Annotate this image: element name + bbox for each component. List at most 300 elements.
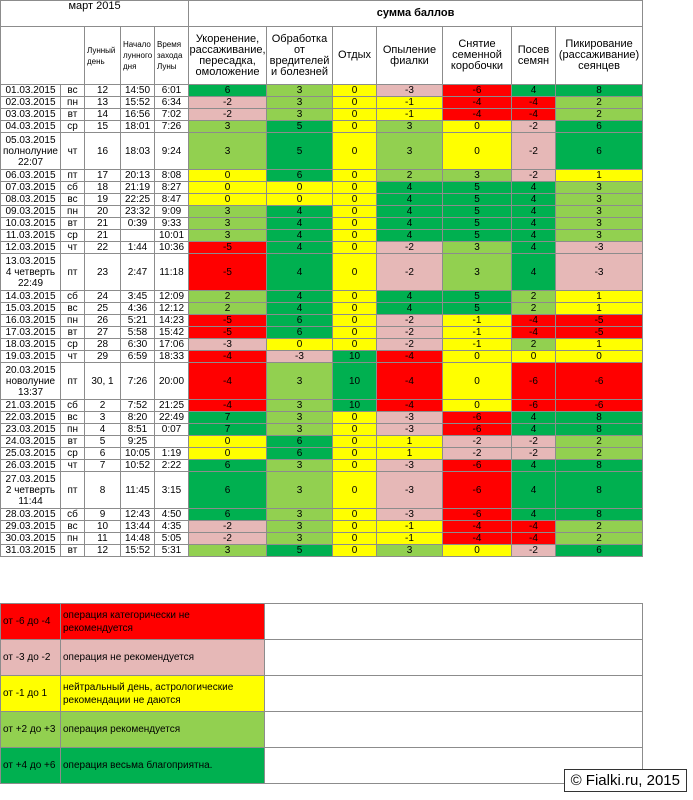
moon-phase-note: 4 четверть 22:49 [5, 266, 56, 289]
score-cell: -5 [189, 327, 267, 339]
date-text: 17.03.2015 [5, 327, 56, 338]
score-cell: 3 [189, 133, 267, 170]
date-cell [1, 291, 61, 303]
score-cell: -2 [443, 448, 512, 460]
score-cell: 3 [267, 412, 333, 424]
weekday-cell: вс [61, 303, 85, 315]
score-cell: 0 [333, 315, 377, 327]
score-cell: 0 [267, 339, 333, 351]
table-row [1, 85, 643, 97]
lunar-day-cell: 25 [85, 303, 121, 315]
score-cell: -6 [443, 460, 512, 472]
moonset-cell: 10:36 [155, 242, 189, 254]
score-cell: 3 [189, 121, 267, 133]
score-cell: 6 [556, 545, 643, 557]
moonrise-cell: 8:51 [121, 424, 155, 436]
lunar-day-cell: 12 [85, 545, 121, 557]
score-cell: 2 [556, 521, 643, 533]
score-cell: -4 [443, 97, 512, 109]
moonset-cell: 7:02 [155, 109, 189, 121]
score-cell: 1 [556, 303, 643, 315]
score-cell: 4 [267, 242, 333, 254]
weekday-cell: ср [61, 448, 85, 460]
date-text: 16.03.2015 [5, 315, 56, 326]
score-cell: 0 [333, 545, 377, 557]
sheet-title: март 2015 [1, 1, 189, 27]
lunar-day-cell: 21 [85, 230, 121, 242]
score-cell: 3 [189, 545, 267, 557]
score-cell: 10 [333, 363, 377, 400]
score-cell: 6 [267, 327, 333, 339]
moon-phase-note: полнолуние 22:07 [3, 145, 58, 168]
table-row [1, 448, 643, 460]
score-cell: -1 [443, 327, 512, 339]
date-cell [1, 545, 61, 557]
legend-range: от -1 до 1 [1, 676, 61, 712]
score-cell: 4 [512, 424, 556, 436]
moonrise-cell [121, 230, 155, 242]
moonrise-cell: 1:44 [121, 242, 155, 254]
score-cell: 2 [512, 303, 556, 315]
score-cell: 6 [189, 472, 267, 509]
weekday-cell: чт [61, 351, 85, 363]
score-cell: -4 [443, 533, 512, 545]
moonrise-cell: 3:45 [121, 291, 155, 303]
legend-text: операция весьма благоприятна. [61, 748, 265, 784]
score-cell: 0 [333, 339, 377, 351]
score-cell: 4 [267, 303, 333, 315]
score-cell: 3 [267, 533, 333, 545]
weekday-cell: пт [61, 472, 85, 509]
score-cell: 4 [377, 218, 443, 230]
date-text: 31.03.2015 [5, 545, 56, 556]
date-text: 27.03.2015 [5, 473, 56, 485]
header-blank [1, 27, 85, 85]
lunar-day-cell: 14 [85, 109, 121, 121]
score-cell: 5 [443, 291, 512, 303]
score-cell: 4 [512, 218, 556, 230]
moonrise-cell: 22:25 [121, 194, 155, 206]
moonset-cell: 5:05 [155, 533, 189, 545]
score-cell: 8 [556, 85, 643, 97]
lunar-day-cell: 20 [85, 206, 121, 218]
score-cell: 4 [377, 230, 443, 242]
table-row [1, 436, 643, 448]
date-text: 29.03.2015 [5, 521, 56, 532]
table-row [1, 230, 643, 242]
score-cell: 0 [333, 254, 377, 291]
lunar-day-cell: 9 [85, 509, 121, 521]
score-cell: -3 [556, 242, 643, 254]
lunar-day-cell: 10 [85, 521, 121, 533]
score-cell: 0 [556, 351, 643, 363]
weekday-cell: вс [61, 85, 85, 97]
score-cell: -4 [377, 400, 443, 412]
score-cell: -4 [512, 327, 556, 339]
score-cell: 2 [556, 109, 643, 121]
date-text: 30.03.2015 [5, 533, 56, 544]
score-cell: 5 [267, 133, 333, 170]
score-cell: 3 [556, 230, 643, 242]
score-cell: 3 [267, 97, 333, 109]
weekday-cell: вс [61, 194, 85, 206]
score-cell: -4 [512, 521, 556, 533]
date-cell [1, 327, 61, 339]
weekday-cell: чт [61, 242, 85, 254]
score-cell: 2 [512, 291, 556, 303]
score-cell: -2 [189, 533, 267, 545]
score-cell: 3 [189, 206, 267, 218]
lunar-day-cell: 24 [85, 291, 121, 303]
moonset-cell: 9:33 [155, 218, 189, 230]
score-cell: 0 [333, 230, 377, 242]
lunar-day-cell: 22 [85, 242, 121, 254]
score-cell: 5 [267, 545, 333, 557]
score-cell: -4 [189, 400, 267, 412]
score-cell: 0 [333, 472, 377, 509]
weekday-cell: сб [61, 291, 85, 303]
score-cell: -2 [189, 97, 267, 109]
date-cell [1, 254, 61, 291]
lunar-day-cell: 21 [85, 218, 121, 230]
date-cell [1, 424, 61, 436]
date-text: 14.03.2015 [5, 291, 56, 302]
legend-empty [265, 640, 643, 676]
score-cell: -4 [512, 533, 556, 545]
lunar-day-cell: 16 [85, 133, 121, 170]
weekday-cell: ср [61, 339, 85, 351]
weekday-cell: вт [61, 436, 85, 448]
date-cell [1, 339, 61, 351]
weekday-cell: чт [61, 460, 85, 472]
date-text: 09.03.2015 [5, 206, 56, 217]
score-cell: -2 [377, 339, 443, 351]
lunar-day-cell: 8 [85, 472, 121, 509]
moonset-cell: 8:08 [155, 170, 189, 182]
score-cell: 3 [443, 254, 512, 291]
table-row [1, 351, 643, 363]
score-cell: 4 [267, 206, 333, 218]
table-row [1, 97, 643, 109]
score-cell: 4 [377, 194, 443, 206]
table-row [1, 327, 643, 339]
date-text: 26.03.2015 [5, 460, 56, 471]
moonrise-cell: 4:36 [121, 303, 155, 315]
legend-range: от -3 до -2 [1, 640, 61, 676]
score-cell: 2 [556, 97, 643, 109]
score-cell: 5 [267, 121, 333, 133]
score-cell: 5 [443, 218, 512, 230]
table-row [1, 218, 643, 230]
lunar-day-cell: 11 [85, 533, 121, 545]
date-text: 22.03.2015 [5, 412, 56, 423]
date-cell [1, 472, 61, 509]
score-cell: -2 [512, 448, 556, 460]
score-cell: -3 [189, 339, 267, 351]
moonrise-cell: 2:47 [121, 254, 155, 291]
lunar-day-cell: 28 [85, 339, 121, 351]
moonset-cell: 20:00 [155, 363, 189, 400]
score-cell: 0 [333, 303, 377, 315]
score-cell: 0 [333, 170, 377, 182]
lunar-day-cell: 6 [85, 448, 121, 460]
moonset-cell: 11:18 [155, 254, 189, 291]
date-text: 19.03.2015 [5, 351, 56, 362]
date-cell [1, 133, 61, 170]
moonrise-cell: 13:44 [121, 521, 155, 533]
lunar-day-cell: 29 [85, 351, 121, 363]
date-cell [1, 85, 61, 97]
score-cell: 0 [333, 436, 377, 448]
score-cell: -6 [556, 363, 643, 400]
score-cell: -6 [443, 472, 512, 509]
score-cell: -4 [443, 521, 512, 533]
score-cell: 4 [512, 460, 556, 472]
score-cell: 0 [267, 182, 333, 194]
score-cell: 3 [267, 85, 333, 97]
legend-row [1, 712, 643, 748]
legend-text: операция рекомендуется [61, 712, 265, 748]
date-text: 11.03.2015 [5, 230, 56, 241]
score-cell: 2 [556, 436, 643, 448]
table-row [1, 182, 643, 194]
date-cell [1, 230, 61, 242]
score-cell: 3 [556, 206, 643, 218]
score-cell: 0 [443, 363, 512, 400]
legend-range: от +2 до +3 [1, 712, 61, 748]
score-cell: -2 [512, 121, 556, 133]
score-cell: -3 [377, 424, 443, 436]
score-cell: -4 [512, 109, 556, 121]
moonset-cell: 9:09 [155, 206, 189, 218]
legend-text: операция категорически не рекомендуется [61, 604, 265, 640]
score-cell: 8 [556, 472, 643, 509]
score-cell: 6 [189, 460, 267, 472]
weekday-cell: сб [61, 182, 85, 194]
moonset-cell: 8:27 [155, 182, 189, 194]
score-cell: 0 [443, 400, 512, 412]
moonset-cell: 12:09 [155, 291, 189, 303]
date-cell [1, 436, 61, 448]
score-cell: 3 [267, 363, 333, 400]
date-cell [1, 97, 61, 109]
date-text: 28.03.2015 [5, 509, 56, 520]
legend-row [1, 676, 643, 712]
moonset-cell: 6:34 [155, 97, 189, 109]
moonrise-cell: 5:21 [121, 315, 155, 327]
lunar-day-cell: 2 [85, 400, 121, 412]
score-cell: 4 [377, 303, 443, 315]
score-cell: 0 [333, 509, 377, 521]
score-cell: -4 [512, 97, 556, 109]
weekday-cell: вс [61, 521, 85, 533]
header-moonset: Время захода Луны [155, 27, 189, 85]
lunar-day-cell: 12 [85, 85, 121, 97]
table-row [1, 194, 643, 206]
score-cell: -4 [377, 351, 443, 363]
score-cell: 1 [556, 339, 643, 351]
score-cell: 3 [267, 472, 333, 509]
score-cell: 3 [377, 545, 443, 557]
score-cell: -4 [189, 351, 267, 363]
weekday-cell: пт [61, 254, 85, 291]
score-cell: 3 [443, 170, 512, 182]
table-row [1, 254, 643, 291]
date-text: 05.03.2015 [5, 134, 56, 146]
date-text: 10.03.2015 [5, 218, 56, 229]
weekday-cell: вт [61, 218, 85, 230]
score-cell: 6 [556, 133, 643, 170]
moonrise-cell: 23:32 [121, 206, 155, 218]
header-op-pest-treatment: Обработка от вредителей и болезней [267, 27, 333, 85]
legend-row [1, 748, 643, 784]
score-cell: -6 [443, 85, 512, 97]
score-cell: 5 [443, 194, 512, 206]
moonset-cell: 15:42 [155, 327, 189, 339]
score-cell: 0 [333, 218, 377, 230]
header-lunar-day: Лунный день [85, 27, 121, 85]
moonset-cell: 6:01 [155, 85, 189, 97]
score-cell: -5 [189, 315, 267, 327]
weekday-cell: ср [61, 230, 85, 242]
score-cell: 3 [267, 509, 333, 521]
moonset-cell: 21:25 [155, 400, 189, 412]
score-cell: 8 [556, 509, 643, 521]
date-text: 01.03.2015 [5, 85, 56, 96]
score-cell: 5 [443, 182, 512, 194]
score-cell: -3 [377, 85, 443, 97]
moonset-cell: 12:12 [155, 303, 189, 315]
table-row [1, 303, 643, 315]
legend-row [1, 640, 643, 676]
table-row [1, 121, 643, 133]
date-cell [1, 242, 61, 254]
score-cell: -1 [377, 533, 443, 545]
moonset-cell: 4:35 [155, 521, 189, 533]
score-cell: 5 [443, 206, 512, 218]
score-cell: -6 [443, 424, 512, 436]
score-cell: -2 [377, 327, 443, 339]
legend-range: от -6 до -4 [1, 604, 61, 640]
score-cell: -2 [443, 436, 512, 448]
weekday-cell: вт [61, 109, 85, 121]
table-row [1, 412, 643, 424]
score-cell: 4 [377, 291, 443, 303]
weekday-cell: ср [61, 121, 85, 133]
score-cell: 0 [333, 133, 377, 170]
weekday-cell: сб [61, 400, 85, 412]
score-cell: 6 [189, 509, 267, 521]
score-cell: 0 [333, 521, 377, 533]
moonrise-cell: 10:05 [121, 448, 155, 460]
score-cell: 6 [267, 170, 333, 182]
score-cell: 0 [333, 109, 377, 121]
score-cell: -5 [189, 242, 267, 254]
score-cell: 4 [512, 509, 556, 521]
score-cell: 3 [377, 133, 443, 170]
table-row [1, 291, 643, 303]
moonrise-cell: 20:13 [121, 170, 155, 182]
score-cell: -4 [443, 109, 512, 121]
moonset-cell: 7:26 [155, 121, 189, 133]
score-cell: 6 [267, 448, 333, 460]
score-cell: 0 [189, 436, 267, 448]
weekday-cell: пн [61, 315, 85, 327]
header-op-sowing: Посев семян [512, 27, 556, 85]
moonrise-cell: 9:25 [121, 436, 155, 448]
score-cell: -2 [377, 315, 443, 327]
table-row [1, 206, 643, 218]
date-text: 18.03.2015 [5, 339, 56, 350]
lunar-day-cell: 17 [85, 170, 121, 182]
score-cell: -4 [377, 363, 443, 400]
score-cell: 2 [556, 448, 643, 460]
date-cell [1, 521, 61, 533]
weekday-cell: чт [61, 133, 85, 170]
date-text: 15.03.2015 [5, 303, 56, 314]
moonset-cell: 14:23 [155, 315, 189, 327]
table-row [1, 533, 643, 545]
moonset-cell: 1:19 [155, 448, 189, 460]
date-text: 23.03.2015 [5, 424, 56, 435]
score-cell: -2 [512, 545, 556, 557]
score-cell: -2 [377, 254, 443, 291]
lunar-day-cell: 4 [85, 424, 121, 436]
moonset-cell: 5:31 [155, 545, 189, 557]
score-cell: -5 [556, 315, 643, 327]
moonrise-cell: 16:56 [121, 109, 155, 121]
date-text: 07.03.2015 [5, 182, 56, 193]
score-cell: 10 [333, 400, 377, 412]
score-cell: 6 [189, 85, 267, 97]
lunar-day-cell: 5 [85, 436, 121, 448]
legend-empty [265, 676, 643, 712]
lunar-day-cell: 13 [85, 97, 121, 109]
score-cell: -2 [512, 436, 556, 448]
score-cell: 4 [512, 472, 556, 509]
legend-body [1, 604, 643, 784]
header-op-pricking: Пикирование (рассаживание) сеянцев [556, 27, 643, 85]
date-text: 20.03.2015 [5, 364, 56, 376]
score-cell: 3 [267, 109, 333, 121]
moonrise-cell: 8:20 [121, 412, 155, 424]
lunar-day-cell: 27 [85, 327, 121, 339]
date-cell [1, 121, 61, 133]
date-cell [1, 194, 61, 206]
score-cell: 4 [512, 194, 556, 206]
score-cell: 7 [189, 424, 267, 436]
score-cell: -3 [556, 254, 643, 291]
header-moonrise: Начало лунного дня [121, 27, 155, 85]
score-cell: -1 [377, 97, 443, 109]
score-cell: 3 [267, 424, 333, 436]
score-cell: -6 [512, 363, 556, 400]
score-cell: -3 [377, 472, 443, 509]
score-cell: 0 [333, 448, 377, 460]
score-cell: 1 [377, 436, 443, 448]
score-cell: 3 [189, 230, 267, 242]
lunar-day-cell: 15 [85, 121, 121, 133]
table-row [1, 460, 643, 472]
score-cell: -2 [512, 133, 556, 170]
weekday-cell: вт [61, 545, 85, 557]
score-cell: -3 [377, 509, 443, 521]
score-cell: 0 [333, 85, 377, 97]
moonset-cell: 10:01 [155, 230, 189, 242]
date-cell [1, 182, 61, 194]
lunar-day-cell: 30, 1 [85, 363, 121, 400]
score-cell: 4 [377, 182, 443, 194]
